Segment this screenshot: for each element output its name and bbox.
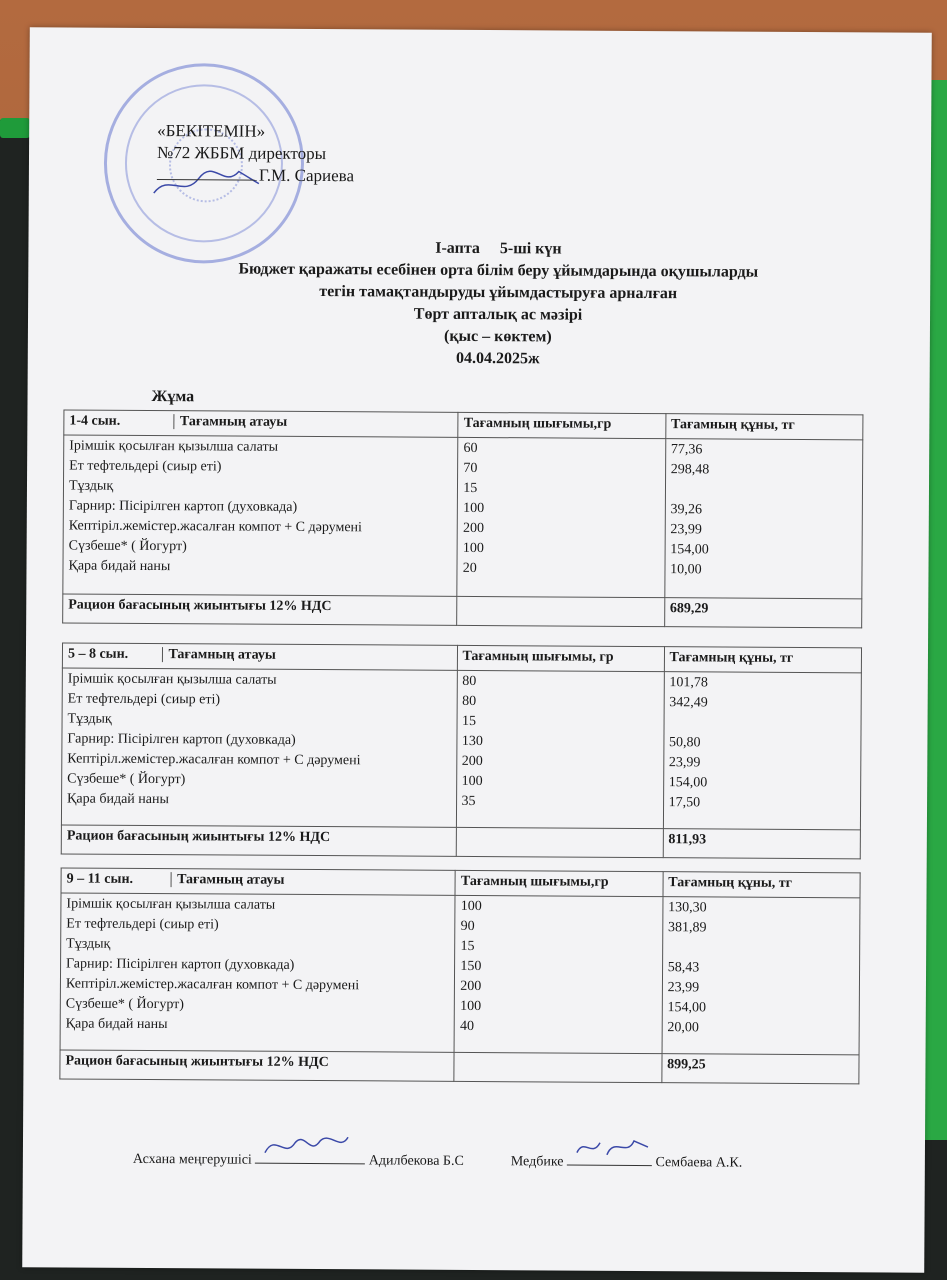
total-label: Рацион бағасының жиынтығы 12% НДС [61, 825, 456, 856]
dish-name: Гарнир: Пісірілген картоп (духовкада) [66, 956, 295, 973]
yield-list [456, 670, 664, 828]
col-yield-header: Тағамның шығымы, гр [457, 645, 664, 671]
dish-list [61, 668, 456, 827]
dish-name: Қара бидай наны [68, 558, 171, 575]
dish-price: 23,99 [668, 755, 701, 771]
total-empty [456, 827, 663, 857]
dish-yield: 100 [460, 998, 482, 1015]
dish-name: Кептіріл.жемістер.жасалған компот + С дәрумені [67, 751, 361, 769]
dish-price: 23,99 [667, 980, 700, 996]
dish-name: Қара бидай наны [67, 791, 169, 808]
dish-name: Тұздық [68, 478, 114, 494]
dish-yield: 15 [463, 480, 478, 496]
dish-price: 17,50 [668, 795, 701, 811]
dish-price: 154,00 [667, 1000, 707, 1016]
dish-price [669, 713, 856, 734]
dish-yield: 200 [461, 753, 483, 770]
dish-price: 58,43 [667, 960, 700, 976]
dish-yield: 100 [462, 540, 484, 557]
dish-yield: 200 [463, 520, 485, 537]
grade-group: 9 – 11 сын. [66, 871, 134, 887]
dish-yield: 150 [460, 958, 482, 975]
dish-yield: 15 [460, 938, 475, 954]
dish-name: Кептіріл.жемістер.жасалған компот + С дәрумені [65, 976, 360, 994]
dish-name: Ет тефтельдері (сиыр еті) [69, 458, 222, 475]
dish-yield: 80 [462, 673, 477, 689]
total-label: Рацион бағасының жиынтығы 12% НДС [60, 1050, 454, 1081]
nurse-signature [572, 1133, 652, 1163]
dish-name: Қара бидай наны [65, 1016, 168, 1033]
dish-yield: 70 [463, 460, 478, 476]
dish-price: 101,78 [669, 675, 708, 691]
dish-price: 10,00 [670, 562, 702, 578]
director-signature-line [157, 179, 257, 181]
yield-list [457, 437, 665, 597]
menu-table-grades-9-11 [59, 867, 860, 1084]
approval-block [157, 120, 355, 187]
dish-yield: 200 [460, 978, 482, 995]
approval-title: «БЕКІТЕМІН» [157, 121, 266, 141]
price-list [663, 672, 861, 830]
dish-name: Тұздық [66, 936, 111, 952]
dish-yield: 20 [462, 560, 477, 576]
folder-edge-left [0, 118, 30, 138]
dish-yield: 60 [463, 440, 478, 456]
col-price-header: Тағамның құны, тг [663, 872, 860, 898]
menu-table-grades-1-4 [62, 409, 863, 628]
col-yield-header: Тағамның шығымы,гр [455, 870, 663, 896]
dish-list [60, 893, 455, 1052]
menu-table-grades-5-8 [61, 642, 862, 859]
dish-yield: 80 [462, 693, 477, 709]
dish-list [63, 435, 458, 596]
director-name: Г.М. Сариева [258, 165, 355, 186]
dish-yield: 100 [463, 500, 485, 517]
dish-price [668, 938, 854, 959]
menu-sheet [22, 27, 932, 1272]
grade-group: 1-4 сын. [69, 413, 121, 429]
dish-price [671, 480, 857, 501]
nurse-title: Медбике [510, 1154, 564, 1170]
dish-name: Ет тефтельдері (сиыр еті) [67, 691, 221, 708]
table-header-group [64, 410, 458, 437]
col-price-header: Тағамның құны, тг [664, 647, 862, 673]
dish-price: 342,49 [669, 695, 708, 711]
dish-name: Сүзбеше* ( Йогурт) [67, 771, 186, 788]
total-label: Рацион бағасының жиынтығы 12% НДС [63, 594, 457, 625]
heading-line-2: тегін тамақтандыруды ұйымдастыруға арналған [319, 283, 678, 303]
dish-price: 23,99 [670, 522, 702, 538]
dish-name: Сүзбеше* ( Йогурт) [65, 996, 184, 1013]
signatures-footer [133, 1148, 853, 1172]
col-name-header: Тағамның атауы [161, 647, 275, 663]
approval-position: №72 ЖББМ директоры [156, 143, 327, 164]
cook-name: Адилбекова Б.С [368, 1153, 464, 1169]
col-price-header: Тағамның құны, тг [665, 414, 862, 440]
cook-signature [260, 1131, 350, 1162]
total-empty [457, 596, 665, 626]
dish-price: 154,00 [668, 775, 708, 791]
dish-yield: 35 [461, 793, 476, 809]
day-name: Жұма [151, 388, 195, 406]
dish-yield: 100 [460, 898, 482, 915]
dish-name: Ет тефтельдері (сиыр еті) [66, 916, 219, 933]
dish-price: 39,26 [670, 502, 703, 518]
total-value: 811,93 [663, 829, 861, 859]
menu-date: 04.04.2025ж [455, 349, 540, 368]
table-header-group [61, 868, 455, 895]
dish-yield: 130 [461, 733, 483, 750]
dish-price: 20,00 [667, 1020, 699, 1036]
total-value: 899,25 [662, 1054, 859, 1084]
price-list [665, 439, 863, 599]
nurse-signature-line [567, 1151, 652, 1167]
price-list [662, 897, 860, 1055]
nurse-name: Сембаева А.К. [655, 1155, 743, 1171]
col-yield-header: Тағамның шығымы,гр [458, 412, 666, 438]
yield-list [454, 895, 662, 1053]
heading-line-4: (қыс – көктем) [443, 327, 552, 346]
dish-yield: 100 [461, 773, 483, 790]
dish-name: Тұздық [67, 711, 112, 727]
col-name-header: Тағамның атауы [173, 414, 287, 430]
heading-line-3: Төрт апталық ас мәзірі [413, 305, 583, 324]
dish-name: Кептіріл.жемістер.жасалған компот + С дәрумені [68, 518, 362, 536]
total-empty [454, 1052, 662, 1082]
total-value: 689,29 [664, 598, 861, 628]
dish-name: Сүзбеше* ( Йогурт) [68, 538, 187, 555]
dish-name: Ірімшік қосылған қызылша салаты [67, 671, 277, 688]
dish-name: Гарнир: Пісірілген картоп (духовкада) [68, 498, 298, 515]
dish-name: Ірімшік қосылған қызылша салаты [69, 438, 279, 455]
dish-price: 154,00 [670, 542, 709, 558]
dish-yield: 40 [459, 1018, 475, 1034]
dish-price: 298,48 [670, 462, 710, 478]
dish-yield: 15 [462, 713, 477, 729]
dish-yield: 90 [460, 918, 475, 934]
document-heading [148, 236, 849, 372]
week-day: І-апта 5-ші күн [435, 239, 562, 258]
dish-price: 130,30 [668, 900, 707, 916]
dish-price: 77,36 [670, 442, 703, 458]
dish-name: Гарнир: Пісірілген картоп (духовкада) [67, 731, 296, 748]
heading-line-1: Бюджет қаражаты есебінен орта білім беру ұйымдарында оқушыларды [238, 260, 759, 281]
table-header-group [62, 643, 457, 670]
col-name-header: Тағамның атауы [170, 872, 284, 888]
dish-name: Ірімшік қосылған қызылша салаты [66, 896, 276, 913]
dish-price: 381,89 [667, 920, 707, 936]
grade-group: 5 – 8 сын. [67, 646, 129, 662]
dish-price: 50,80 [668, 735, 701, 751]
cook-signature-line [255, 1149, 365, 1165]
cook-title: Асхана меңгерушісі [132, 1151, 252, 1168]
